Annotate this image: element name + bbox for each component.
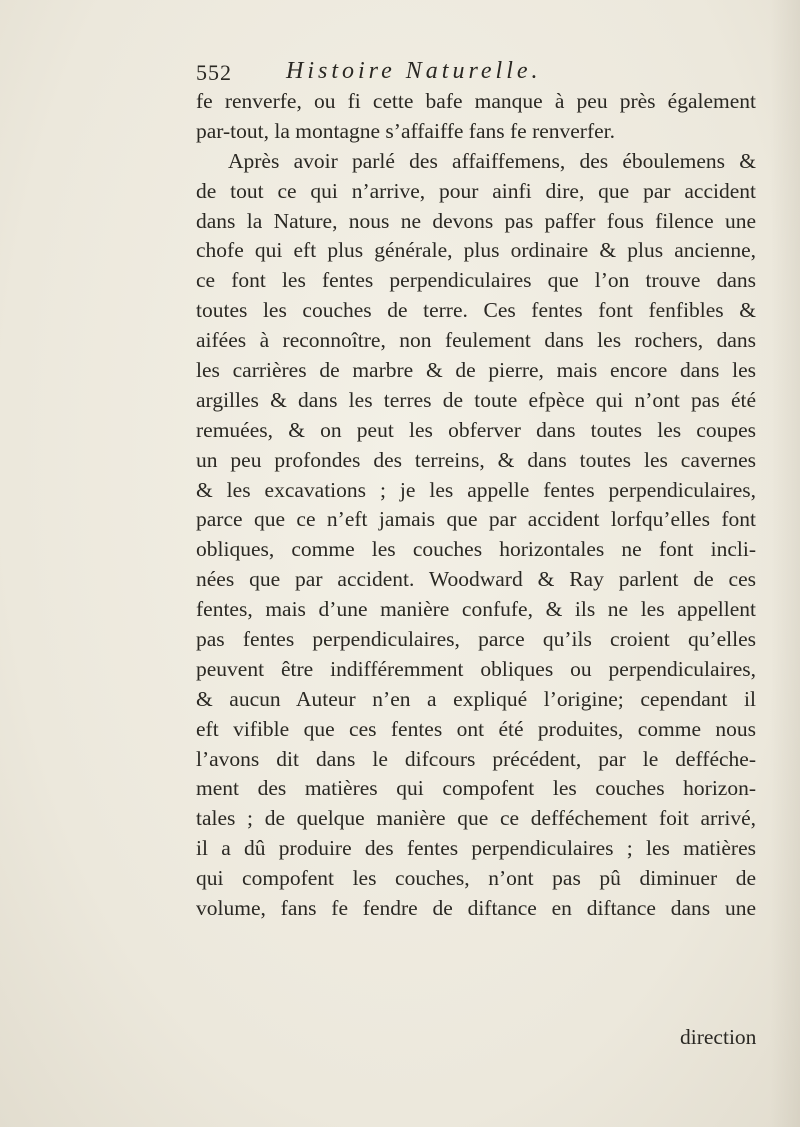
text-line: remuées, & on peut les obferver dans toutes les coupes (196, 417, 756, 442)
catchword: direction (680, 1025, 757, 1049)
text-line: argilles & dans les terres de toute efpèce qui n’ont pas été (196, 387, 756, 412)
text-line: ment des matières qui compofent les couches horizon- (196, 776, 756, 801)
text-line: nées que par accident. Woodward & Ray parlent de ces (196, 567, 756, 592)
body-text (196, 87, 756, 924)
text-line: de tout ce qui n’arrive, pour ainfi dire, que par accident (196, 178, 756, 203)
text-line: l’avons dit dans le difcours précédent, par le defféche- (196, 746, 756, 771)
text-line: parce que ce n’eft jamais que par accident lorfqu’elles font (196, 507, 756, 532)
page-edge-shadow (770, 0, 800, 1127)
text-line: fentes, mais d’une manière confufe, & ils ne les appellent (196, 597, 756, 622)
text-line: par-tout, la montagne s’affaiffe fans fe renverfer. (196, 118, 616, 143)
running-title: Histoire Naturelle. (286, 58, 542, 84)
text-line: obliques, comme les couches horizontales ne font incli- (196, 537, 756, 562)
text-line: & aucun Auteur n’en a expliqué l’origine; cependant il (196, 686, 756, 711)
text-line: toutes les couches de terre. Ces fentes font fenfibles & (196, 298, 756, 323)
text-line: qui compofent les couches, n’ont pas pû diminuer de (196, 866, 756, 891)
text-line: il a dû produire des fentes perpendiculaires ; les matières (196, 836, 756, 861)
text-line: peuvent être indifféremment obliques ou perpendiculaires, (196, 656, 756, 681)
text-line: dans la Nature, nous ne devons pas paffer fous filence une (196, 208, 756, 233)
text-line: Après avoir parlé des affaiffemens, des éboulemens & (228, 148, 756, 173)
text-line: & les excavations ; je les appelle fentes perpendiculaires, (196, 477, 756, 502)
text-line: eft vifible que ces fentes ont été produites, comme nous (196, 716, 756, 741)
text-line: ce font les fentes perpendiculaires que l’on trouve dans (196, 268, 756, 293)
text-line: aifées à reconnoître, non feulement dans les rochers, dans (196, 328, 756, 353)
page-number: 552 (196, 60, 232, 85)
text-line: tales ; de quelque manière que ce defféchement foit arrivé, (196, 806, 756, 831)
text-line: volume, fans fe fendre de diftance en diftance dans une (196, 896, 756, 921)
text-line: fe renverfe, ou fi cette bafe manque à peu près également (196, 89, 756, 113)
text-line: pas fentes perpendiculaires, parce qu’ils croient qu’elles (196, 627, 756, 652)
text-line: un peu profondes des terreins, & dans toutes les cavernes (196, 447, 756, 472)
text-line: chofe qui eft plus générale, plus ordinaire & plus ancienne, (196, 238, 756, 263)
text-line: les carrières de marbre & de pierre, mais encore dans les (196, 358, 756, 383)
running-header (196, 58, 636, 90)
